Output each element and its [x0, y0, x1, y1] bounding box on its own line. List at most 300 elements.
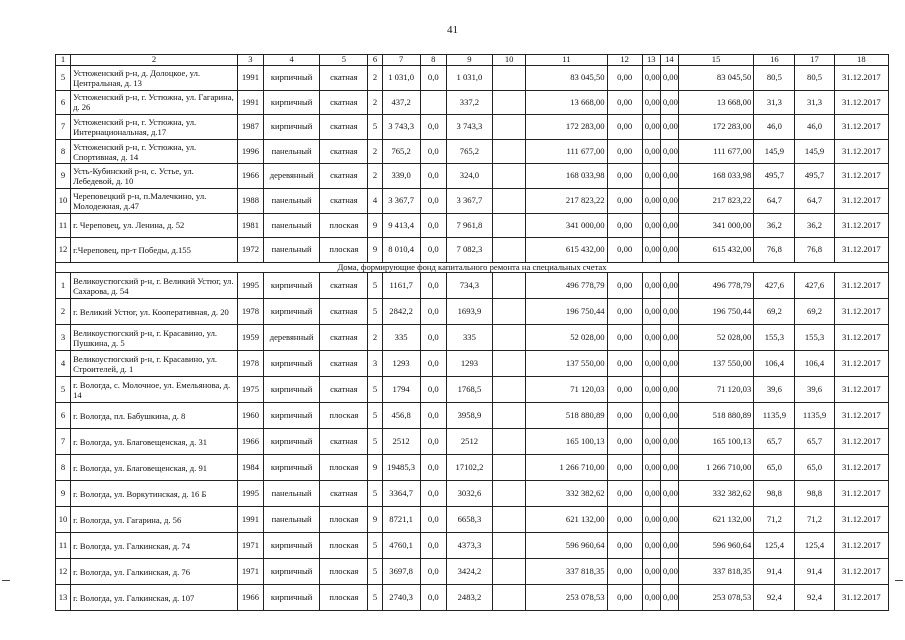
- col-12-cell: 0,00: [607, 559, 642, 585]
- table-row: [56, 188, 889, 213]
- row-number-cell: 12: [56, 238, 71, 263]
- year-built-cell: 1966: [237, 585, 263, 611]
- col-14-cell: 0,00: [660, 455, 678, 481]
- col-12-cell: 0,00: [607, 533, 642, 559]
- column-number: 18: [834, 55, 888, 66]
- col-13-cell: 0,00: [642, 90, 660, 115]
- unit-limit-cell: 145,9: [795, 139, 834, 164]
- row-number-cell: 7: [56, 115, 71, 140]
- year-built-cell: 1988: [237, 188, 263, 213]
- left-scan-mark: [2, 580, 10, 581]
- amount-cell: 621 132,00: [526, 507, 607, 533]
- col-12-cell: 0,00: [607, 139, 642, 164]
- table-row: [56, 351, 889, 377]
- address-cell: Устюженский р-н, г. Устюжна, ул. Гагарина, д. 26: [71, 90, 238, 115]
- table-row: [56, 115, 889, 140]
- address-cell: г. Вологда, ул. Благовещенская, д. 91: [71, 455, 238, 481]
- address-cell: Усть-Кубинский р-н, с. Устье, ул. Лебедевой, д. 10: [71, 164, 238, 189]
- wall-material-cell: кирпичный: [263, 66, 319, 91]
- total-amount-cell: 196 750,44: [678, 299, 753, 325]
- unit-cost-cell: 65,7: [754, 429, 795, 455]
- column-number: 15: [678, 55, 753, 66]
- address-cell: г. Вологда, с. Молочное, ул. Емельянова, д. 14: [71, 377, 238, 403]
- col-13-cell: 0,00: [642, 351, 660, 377]
- total-amount-cell: 217 823,22: [678, 188, 753, 213]
- column-number: 3: [237, 55, 263, 66]
- table-row: [56, 559, 889, 585]
- amount-cell: 168 033,98: [526, 164, 607, 189]
- col-13-cell: 0,00: [642, 299, 660, 325]
- roof-type-cell: скатная: [320, 299, 368, 325]
- total-amount-cell: 71 120,03: [678, 377, 753, 403]
- address-cell: г. Череповец, ул. Ленина, д. 52: [71, 213, 238, 238]
- residential-area-cell: 1693,9: [446, 299, 492, 325]
- roof-type-cell: скатная: [320, 115, 368, 140]
- floors-cell: 5: [368, 559, 382, 585]
- table-row: [56, 90, 889, 115]
- date-cell: 31.12.2017: [834, 273, 888, 299]
- unit-cost-cell: 145,9: [754, 139, 795, 164]
- total-amount-cell: 496 778,79: [678, 273, 753, 299]
- wall-material-cell: панельный: [263, 213, 319, 238]
- nonresidential-area-cell: 0,0: [420, 559, 446, 585]
- roof-type-cell: скатная: [320, 481, 368, 507]
- total-area-cell: 335: [382, 325, 420, 351]
- year-built-cell: 1995: [237, 273, 263, 299]
- year-built-cell: 1971: [237, 533, 263, 559]
- roof-type-cell: скатная: [320, 325, 368, 351]
- amount-cell: 13 668,00: [526, 90, 607, 115]
- floors-cell: 2: [368, 66, 382, 91]
- col-13-cell: 0,00: [642, 164, 660, 189]
- year-built-cell: 1978: [237, 299, 263, 325]
- address-cell: Череповецкий р-н, п.Малечкино, ул. Молодежная, д.47: [71, 188, 238, 213]
- housing-table: [55, 54, 889, 611]
- date-cell: 31.12.2017: [834, 115, 888, 140]
- residential-area-cell: 1768,5: [446, 377, 492, 403]
- nonresidential-area-cell: 0,0: [420, 273, 446, 299]
- residential-area-cell: 335: [446, 325, 492, 351]
- row-number-cell: 3: [56, 325, 71, 351]
- col-10-cell: [493, 403, 526, 429]
- total-amount-cell: 165 100,13: [678, 429, 753, 455]
- year-built-cell: 1991: [237, 90, 263, 115]
- wall-material-cell: кирпичный: [263, 299, 319, 325]
- floors-cell: 9: [368, 238, 382, 263]
- col-12-cell: 0,00: [607, 188, 642, 213]
- date-cell: 31.12.2017: [834, 533, 888, 559]
- col-13-cell: 0,00: [642, 213, 660, 238]
- col-12-cell: 0,00: [607, 273, 642, 299]
- wall-material-cell: кирпичный: [263, 115, 319, 140]
- table-row: [56, 139, 889, 164]
- total-area-cell: 8721,1: [382, 507, 420, 533]
- unit-cost-cell: 39,6: [754, 377, 795, 403]
- nonresidential-area-cell: 0,0: [420, 325, 446, 351]
- date-cell: 31.12.2017: [834, 507, 888, 533]
- col-10-cell: [493, 90, 526, 115]
- date-cell: 31.12.2017: [834, 429, 888, 455]
- amount-cell: 332 382,62: [526, 481, 607, 507]
- address-cell: г. Вологда, ул. Благовещенская, д. 31: [71, 429, 238, 455]
- table-row: [56, 238, 889, 263]
- year-built-cell: 1987: [237, 115, 263, 140]
- col-14-cell: 0,00: [660, 115, 678, 140]
- residential-area-cell: 3958,9: [446, 403, 492, 429]
- total-area-cell: 339,0: [382, 164, 420, 189]
- wall-material-cell: кирпичный: [263, 533, 319, 559]
- col-12-cell: 0,00: [607, 325, 642, 351]
- floors-cell: 2: [368, 139, 382, 164]
- wall-material-cell: кирпичный: [263, 273, 319, 299]
- table-row: [56, 403, 889, 429]
- table-row: [56, 481, 889, 507]
- row-number-cell: 6: [56, 403, 71, 429]
- col-14-cell: 0,00: [660, 213, 678, 238]
- residential-area-cell: 2483,2: [446, 585, 492, 611]
- col-12-cell: 0,00: [607, 164, 642, 189]
- row-number-cell: 11: [56, 213, 71, 238]
- row-number-cell: 11: [56, 533, 71, 559]
- wall-material-cell: панельный: [263, 481, 319, 507]
- wall-material-cell: панельный: [263, 238, 319, 263]
- roof-type-cell: плоская: [320, 585, 368, 611]
- row-number-cell: 7: [56, 429, 71, 455]
- col-14-cell: 0,00: [660, 188, 678, 213]
- col-14-cell: 0,00: [660, 66, 678, 91]
- amount-cell: 217 823,22: [526, 188, 607, 213]
- address-cell: Великоустюгский р-н, г. Красавино, ул. Строителей, д. 1: [71, 351, 238, 377]
- nonresidential-area-cell: 0,0: [420, 188, 446, 213]
- address-cell: Устюженский р-н, д. Долоцкое, ул. Центральная, д. 13: [71, 66, 238, 91]
- row-number-cell: 9: [56, 481, 71, 507]
- col-13-cell: 0,00: [642, 66, 660, 91]
- col-10-cell: [493, 139, 526, 164]
- col-14-cell: 0,00: [660, 507, 678, 533]
- total-area-cell: 1 031,0: [382, 66, 420, 91]
- col-10-cell: [493, 188, 526, 213]
- floors-cell: 5: [368, 403, 382, 429]
- column-number: 2: [71, 55, 238, 66]
- col-10-cell: [493, 299, 526, 325]
- col-10-cell: [493, 507, 526, 533]
- amount-cell: 196 750,44: [526, 299, 607, 325]
- total-amount-cell: 111 677,00: [678, 139, 753, 164]
- date-cell: 31.12.2017: [834, 213, 888, 238]
- total-area-cell: 1794: [382, 377, 420, 403]
- amount-cell: 165 100,13: [526, 429, 607, 455]
- col-10-cell: [493, 164, 526, 189]
- nonresidential-area-cell: 0,0: [420, 115, 446, 140]
- floors-cell: 9: [368, 455, 382, 481]
- nonresidential-area-cell: 0,0: [420, 403, 446, 429]
- floors-cell: 5: [368, 533, 382, 559]
- amount-cell: 111 677,00: [526, 139, 607, 164]
- floors-cell: 9: [368, 507, 382, 533]
- address-cell: г.Череповец, пр-т Победы, д.155: [71, 238, 238, 263]
- right-scan-mark: [895, 580, 903, 581]
- table-row: [56, 377, 889, 403]
- amount-cell: 71 120,03: [526, 377, 607, 403]
- col-14-cell: 0,00: [660, 429, 678, 455]
- roof-type-cell: скатная: [320, 351, 368, 377]
- row-number-cell: 4: [56, 351, 71, 377]
- residential-area-cell: 324,0: [446, 164, 492, 189]
- amount-cell: 137 550,00: [526, 351, 607, 377]
- col-12-cell: 0,00: [607, 115, 642, 140]
- col-14-cell: 0,00: [660, 164, 678, 189]
- roof-type-cell: скатная: [320, 377, 368, 403]
- col-12-cell: 0,00: [607, 299, 642, 325]
- wall-material-cell: кирпичный: [263, 377, 319, 403]
- floors-cell: 5: [368, 429, 382, 455]
- roof-type-cell: плоская: [320, 213, 368, 238]
- unit-limit-cell: 125,4: [795, 533, 834, 559]
- col-14-cell: 0,00: [660, 139, 678, 164]
- total-area-cell: 19485,3: [382, 455, 420, 481]
- section-heading-row: [56, 262, 889, 273]
- date-cell: 31.12.2017: [834, 351, 888, 377]
- year-built-cell: 1975: [237, 377, 263, 403]
- col-13-cell: 0,00: [642, 455, 660, 481]
- floors-cell: 3: [368, 351, 382, 377]
- total-amount-cell: 172 283,00: [678, 115, 753, 140]
- column-number: 12: [607, 55, 642, 66]
- roof-type-cell: плоская: [320, 403, 368, 429]
- col-10-cell: [493, 325, 526, 351]
- unit-limit-cell: 36,2: [795, 213, 834, 238]
- table-row: [56, 164, 889, 189]
- unit-cost-cell: 69,2: [754, 299, 795, 325]
- date-cell: 31.12.2017: [834, 403, 888, 429]
- roof-type-cell: плоская: [320, 559, 368, 585]
- residential-area-cell: 3 743,3: [446, 115, 492, 140]
- date-cell: 31.12.2017: [834, 325, 888, 351]
- residential-area-cell: 7 961,8: [446, 213, 492, 238]
- col-14-cell: 0,00: [660, 403, 678, 429]
- col-13-cell: 0,00: [642, 507, 660, 533]
- col-10-cell: [493, 585, 526, 611]
- roof-type-cell: скатная: [320, 139, 368, 164]
- unit-limit-cell: 80,5: [795, 66, 834, 91]
- total-area-cell: 8 010,4: [382, 238, 420, 263]
- col-14-cell: 0,00: [660, 325, 678, 351]
- total-amount-cell: 596 960,64: [678, 533, 753, 559]
- total-amount-cell: 621 132,00: [678, 507, 753, 533]
- residential-area-cell: 1 031,0: [446, 66, 492, 91]
- column-number: 8: [420, 55, 446, 66]
- col-14-cell: 0,00: [660, 238, 678, 263]
- floors-cell: 5: [368, 377, 382, 403]
- date-cell: 31.12.2017: [834, 238, 888, 263]
- date-cell: 31.12.2017: [834, 299, 888, 325]
- total-area-cell: 3364,7: [382, 481, 420, 507]
- table-row: [56, 299, 889, 325]
- col-12-cell: 0,00: [607, 351, 642, 377]
- total-area-cell: 9 413,4: [382, 213, 420, 238]
- col-13-cell: 0,00: [642, 403, 660, 429]
- total-amount-cell: 13 668,00: [678, 90, 753, 115]
- address-cell: г. Вологда, ул. Гагарина, д. 56: [71, 507, 238, 533]
- total-amount-cell: 341 000,00: [678, 213, 753, 238]
- roof-type-cell: плоская: [320, 533, 368, 559]
- col-12-cell: 0,00: [607, 429, 642, 455]
- year-built-cell: 1966: [237, 429, 263, 455]
- unit-cost-cell: 46,0: [754, 115, 795, 140]
- unit-cost-cell: 76,8: [754, 238, 795, 263]
- col-13-cell: 0,00: [642, 481, 660, 507]
- nonresidential-area-cell: 0,0: [420, 139, 446, 164]
- row-number-cell: 5: [56, 66, 71, 91]
- year-built-cell: 1959: [237, 325, 263, 351]
- unit-cost-cell: 91,4: [754, 559, 795, 585]
- unit-cost-cell: 36,2: [754, 213, 795, 238]
- date-cell: 31.12.2017: [834, 164, 888, 189]
- residential-area-cell: 765,2: [446, 139, 492, 164]
- address-cell: г. Вологда, пл. Бабушкина, д. 8: [71, 403, 238, 429]
- nonresidential-area-cell: 0,0: [420, 351, 446, 377]
- wall-material-cell: кирпичный: [263, 90, 319, 115]
- table-row: [56, 507, 889, 533]
- row-number-cell: 2: [56, 299, 71, 325]
- total-area-cell: 4760,1: [382, 533, 420, 559]
- col-10-cell: [493, 481, 526, 507]
- col-10-cell: [493, 213, 526, 238]
- unit-cost-cell: 1135,9: [754, 403, 795, 429]
- wall-material-cell: панельный: [263, 188, 319, 213]
- table-row: [56, 429, 889, 455]
- unit-limit-cell: 31,3: [795, 90, 834, 115]
- date-cell: 31.12.2017: [834, 139, 888, 164]
- date-cell: 31.12.2017: [834, 455, 888, 481]
- col-10-cell: [493, 238, 526, 263]
- unit-cost-cell: 65,0: [754, 455, 795, 481]
- col-10-cell: [493, 429, 526, 455]
- floors-cell: 5: [368, 273, 382, 299]
- column-number: 1: [56, 55, 71, 66]
- row-number-cell: 9: [56, 164, 71, 189]
- total-amount-cell: 615 432,00: [678, 238, 753, 263]
- unit-limit-cell: 65,0: [795, 455, 834, 481]
- year-built-cell: 1971: [237, 559, 263, 585]
- unit-limit-cell: 39,6: [795, 377, 834, 403]
- total-area-cell: 2842,2: [382, 299, 420, 325]
- date-cell: 31.12.2017: [834, 559, 888, 585]
- address-cell: г. Вологда, ул. Галкинская, д. 76: [71, 559, 238, 585]
- total-amount-cell: 332 382,62: [678, 481, 753, 507]
- row-number-cell: 8: [56, 139, 71, 164]
- total-amount-cell: 168 033,98: [678, 164, 753, 189]
- nonresidential-area-cell: 0,0: [420, 481, 446, 507]
- total-area-cell: 456,8: [382, 403, 420, 429]
- unit-limit-cell: 92,4: [795, 585, 834, 611]
- wall-material-cell: кирпичный: [263, 559, 319, 585]
- total-area-cell: 437,2: [382, 90, 420, 115]
- row-number-cell: 6: [56, 90, 71, 115]
- year-built-cell: 1960: [237, 403, 263, 429]
- col-13-cell: 0,00: [642, 238, 660, 263]
- nonresidential-area-cell: 0,0: [420, 455, 446, 481]
- unit-limit-cell: 427,6: [795, 273, 834, 299]
- residential-area-cell: 734,3: [446, 273, 492, 299]
- table-row: [56, 325, 889, 351]
- unit-limit-cell: 98,8: [795, 481, 834, 507]
- residential-area-cell: 1293: [446, 351, 492, 377]
- row-number-cell: 12: [56, 559, 71, 585]
- unit-cost-cell: 125,4: [754, 533, 795, 559]
- unit-cost-cell: 64,7: [754, 188, 795, 213]
- total-amount-cell: 137 550,00: [678, 351, 753, 377]
- total-area-cell: 3 743,3: [382, 115, 420, 140]
- residential-area-cell: 17102,2: [446, 455, 492, 481]
- col-10-cell: [493, 66, 526, 91]
- total-amount-cell: 518 880,89: [678, 403, 753, 429]
- col-12-cell: 0,00: [607, 507, 642, 533]
- unit-cost-cell: 98,8: [754, 481, 795, 507]
- total-amount-cell: 1 266 710,00: [678, 455, 753, 481]
- address-cell: Устюженский р-н, г. Устюжна, ул. Интернациональная, д.17: [71, 115, 238, 140]
- total-amount-cell: 83 045,50: [678, 66, 753, 91]
- total-amount-cell: 337 818,35: [678, 559, 753, 585]
- residential-area-cell: 337,2: [446, 90, 492, 115]
- col-12-cell: 0,00: [607, 481, 642, 507]
- nonresidential-area-cell: [420, 90, 446, 115]
- year-built-cell: 1972: [237, 238, 263, 263]
- row-number-cell: 13: [56, 585, 71, 611]
- amount-cell: 518 880,89: [526, 403, 607, 429]
- col-12-cell: 0,00: [607, 585, 642, 611]
- year-built-cell: 1991: [237, 66, 263, 91]
- total-area-cell: 2740,3: [382, 585, 420, 611]
- year-built-cell: 1984: [237, 455, 263, 481]
- amount-cell: 172 283,00: [526, 115, 607, 140]
- col-10-cell: [493, 273, 526, 299]
- table-row: [56, 455, 889, 481]
- residential-area-cell: 4373,3: [446, 533, 492, 559]
- total-area-cell: 765,2: [382, 139, 420, 164]
- col-14-cell: 0,00: [660, 351, 678, 377]
- roof-type-cell: плоская: [320, 455, 368, 481]
- amount-cell: 83 045,50: [526, 66, 607, 91]
- total-area-cell: 1293: [382, 351, 420, 377]
- column-number: 16: [754, 55, 795, 66]
- col-12-cell: 0,00: [607, 455, 642, 481]
- address-cell: Великоустюгский р-н, г. Великий Устюг, ул. Сахарова, д. 54: [71, 273, 238, 299]
- col-14-cell: 0,00: [660, 273, 678, 299]
- nonresidential-area-cell: 0,0: [420, 299, 446, 325]
- roof-type-cell: скатная: [320, 188, 368, 213]
- date-cell: 31.12.2017: [834, 377, 888, 403]
- nonresidential-area-cell: 0,0: [420, 585, 446, 611]
- table-row: [56, 585, 889, 611]
- unit-limit-cell: 106,4: [795, 351, 834, 377]
- col-14-cell: 0,00: [660, 299, 678, 325]
- unit-limit-cell: 69,2: [795, 299, 834, 325]
- table-row: [56, 273, 889, 299]
- amount-cell: 1 266 710,00: [526, 455, 607, 481]
- unit-cost-cell: 92,4: [754, 585, 795, 611]
- floors-cell: 2: [368, 90, 382, 115]
- column-number: 5: [320, 55, 368, 66]
- nonresidential-area-cell: 0,0: [420, 164, 446, 189]
- col-10-cell: [493, 455, 526, 481]
- row-number-cell: 10: [56, 188, 71, 213]
- unit-cost-cell: 106,4: [754, 351, 795, 377]
- wall-material-cell: деревянный: [263, 164, 319, 189]
- col-14-cell: 0,00: [660, 585, 678, 611]
- date-cell: 31.12.2017: [834, 188, 888, 213]
- residential-area-cell: 6658,3: [446, 507, 492, 533]
